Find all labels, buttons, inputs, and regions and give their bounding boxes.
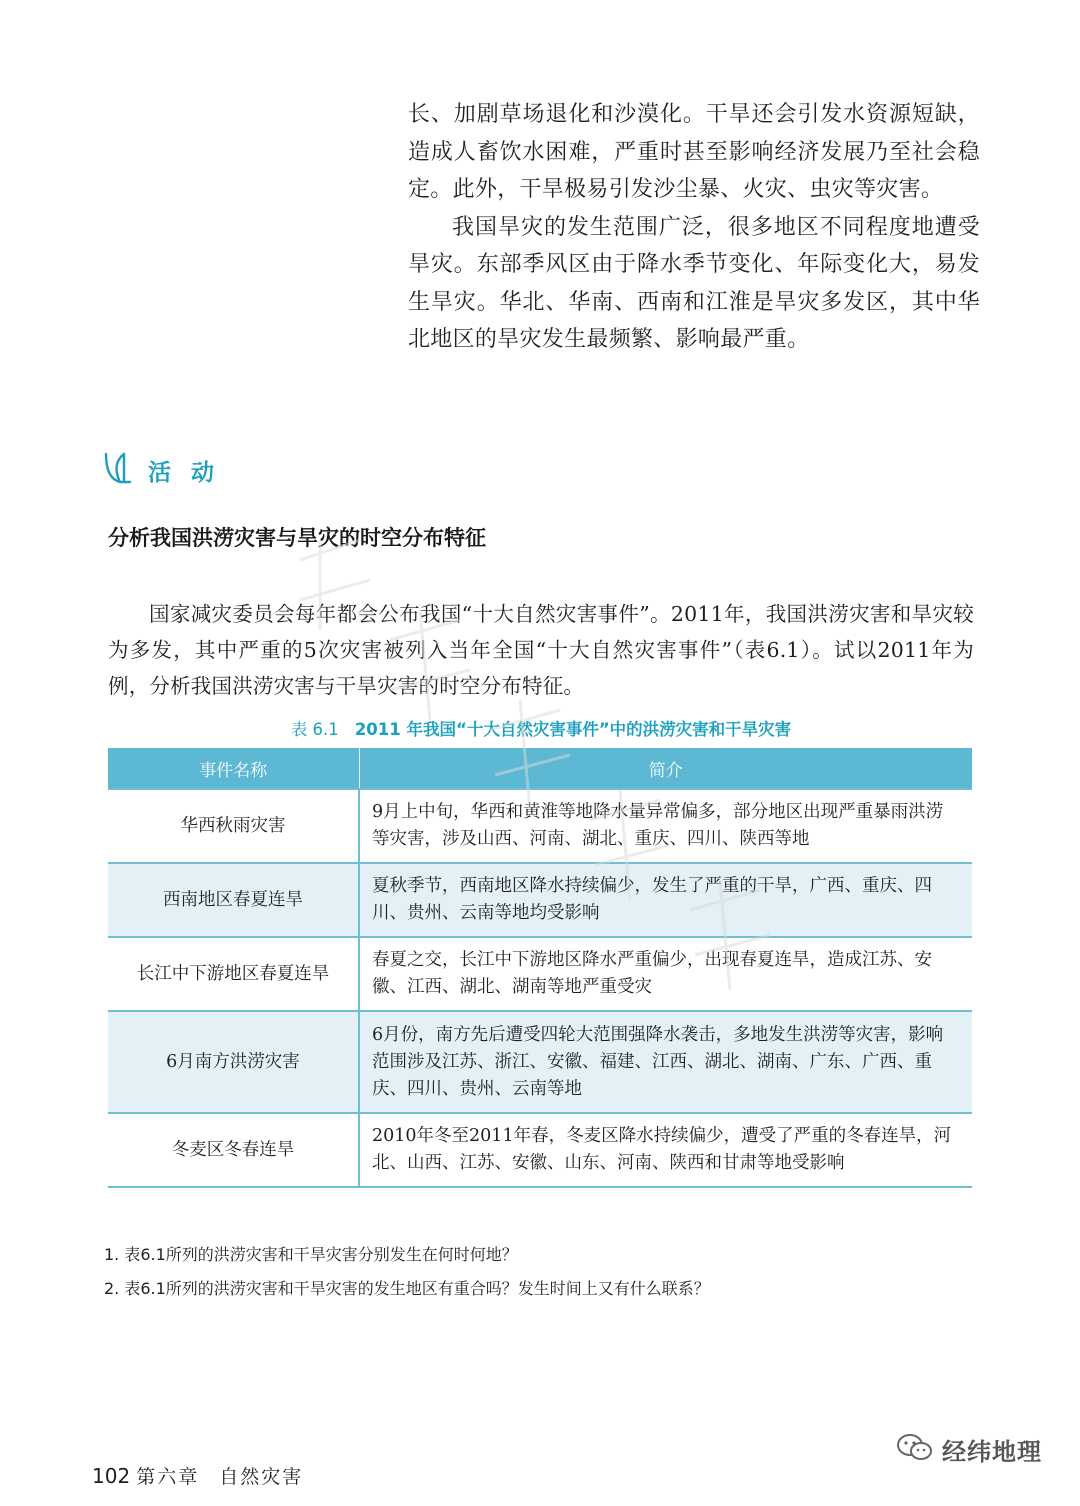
- wechat-icon: [896, 1433, 934, 1467]
- event-desc: 春夏之交，长江中下游地区降水严重偏少，出现春夏连旱，造成江苏、安徽、江西、湖北、湖南等地严重受灾: [372, 950, 932, 997]
- question-list: [104, 1238, 710, 1306]
- activity-label: 活 动: [148, 459, 221, 486]
- event-name: 6月南方洪涝灾害: [108, 1011, 359, 1113]
- event-name: 华西秋雨灾害: [108, 789, 359, 863]
- table-caption: [108, 716, 974, 740]
- activity-intro-text: 国家减灾委员会每年都会公布我国“十大自然灾害事件”。2011年，我国洪涝灾害和旱灾较为多发，其中严重的5次灾害被列入当年全国“十大自然灾害事件”（表6.1）。试以2011年为例，分析我国洪涝灾害与干旱灾害的时空分布特征。: [108, 602, 974, 698]
- table-row: [108, 1113, 972, 1187]
- table-caption-number: 表 6.1: [290, 720, 339, 739]
- table-row: [108, 937, 972, 1011]
- chapter-label: 第六章: [136, 1466, 200, 1488]
- event-name: 冬麦区冬春连旱: [108, 1113, 359, 1187]
- brand-badge: [896, 1432, 1042, 1467]
- event-desc: 9月上中旬，华西和黄淮等地降水量异常偏多，部分地区出现严重暴雨洪涝等灾害，涉及山西、河南、湖北、重庆、四川、陕西等地: [372, 802, 944, 849]
- activity-header: [100, 450, 220, 490]
- table-row: [108, 789, 972, 863]
- table-header-name: 事件名称: [108, 748, 359, 789]
- body-text-top: [408, 96, 980, 359]
- paragraph-drought-effects: 长、加剧草场退化和沙漠化。干旱还会引发水资源短缺，造成人畜饮水困难，严重时甚至影响经济发展乃至社会稳定。此外，干旱极易引发沙尘暴、火灾、虫灾等灾害。: [408, 102, 980, 202]
- event-desc: 6月份，南方先后遭受四轮大范围强降水袭击，多地发生洪涝等灾害，影响范围涉及江苏、浙江、安徽、福建、江西、湖北、湖南、广东、广西、重庆、四川、贵州、云南等地: [372, 1024, 944, 1099]
- disaster-events-table: [108, 748, 972, 1188]
- question-item: 2. 表6.1所列的洪涝灾害和干旱灾害的发生地区有重合吗？发生时间上又有什么联系？: [104, 1279, 710, 1298]
- table-row: [108, 1011, 972, 1113]
- chapter-title: 自然灾害: [219, 1466, 304, 1488]
- event-name: 西南地区春夏连旱: [108, 863, 359, 937]
- paragraph-drought-distribution: 我国旱灾的发生范围广泛，很多地区不同程度地遭受旱灾。东部季风区由于降水季节变化、年际变化大，易发生旱灾。华北、华南、西南和江淮是旱灾多发区，其中华北地区的旱灾发生最频繁、影响最严重。: [408, 214, 980, 352]
- activity-icon: [100, 448, 138, 492]
- page-number: 102: [92, 1464, 131, 1488]
- table-header-row: [108, 748, 972, 789]
- table-caption-title: 2011 年我国“十大自然灾害事件”中的洪涝灾害和干旱灾害: [354, 720, 792, 739]
- brand-name: 经纬地理: [942, 1438, 1042, 1466]
- table-row: [108, 863, 972, 937]
- question-item: 1. 表6.1所列的洪涝灾害和干旱灾害分别发生在何时何地？: [104, 1245, 518, 1264]
- event-desc: 2010年冬至2011年春，冬麦区降水持续偏少，遭受了严重的冬春连旱，河北、山西、江苏、安徽、山东、河南、陕西和甘肃等地受影响: [372, 1126, 952, 1173]
- table-header-desc: 简介: [359, 748, 972, 789]
- activity-title: 分析我国洪涝灾害与旱灾的时空分布特征: [108, 526, 486, 550]
- activity-intro: [108, 596, 974, 704]
- page-footer: [92, 1462, 303, 1489]
- event-name: 长江中下游地区春夏连旱: [108, 937, 359, 1011]
- event-desc: 夏秋季节，西南地区降水持续偏少，发生了严重的干旱，广西、重庆、四川、贵州、云南等地均受影响: [372, 876, 932, 923]
